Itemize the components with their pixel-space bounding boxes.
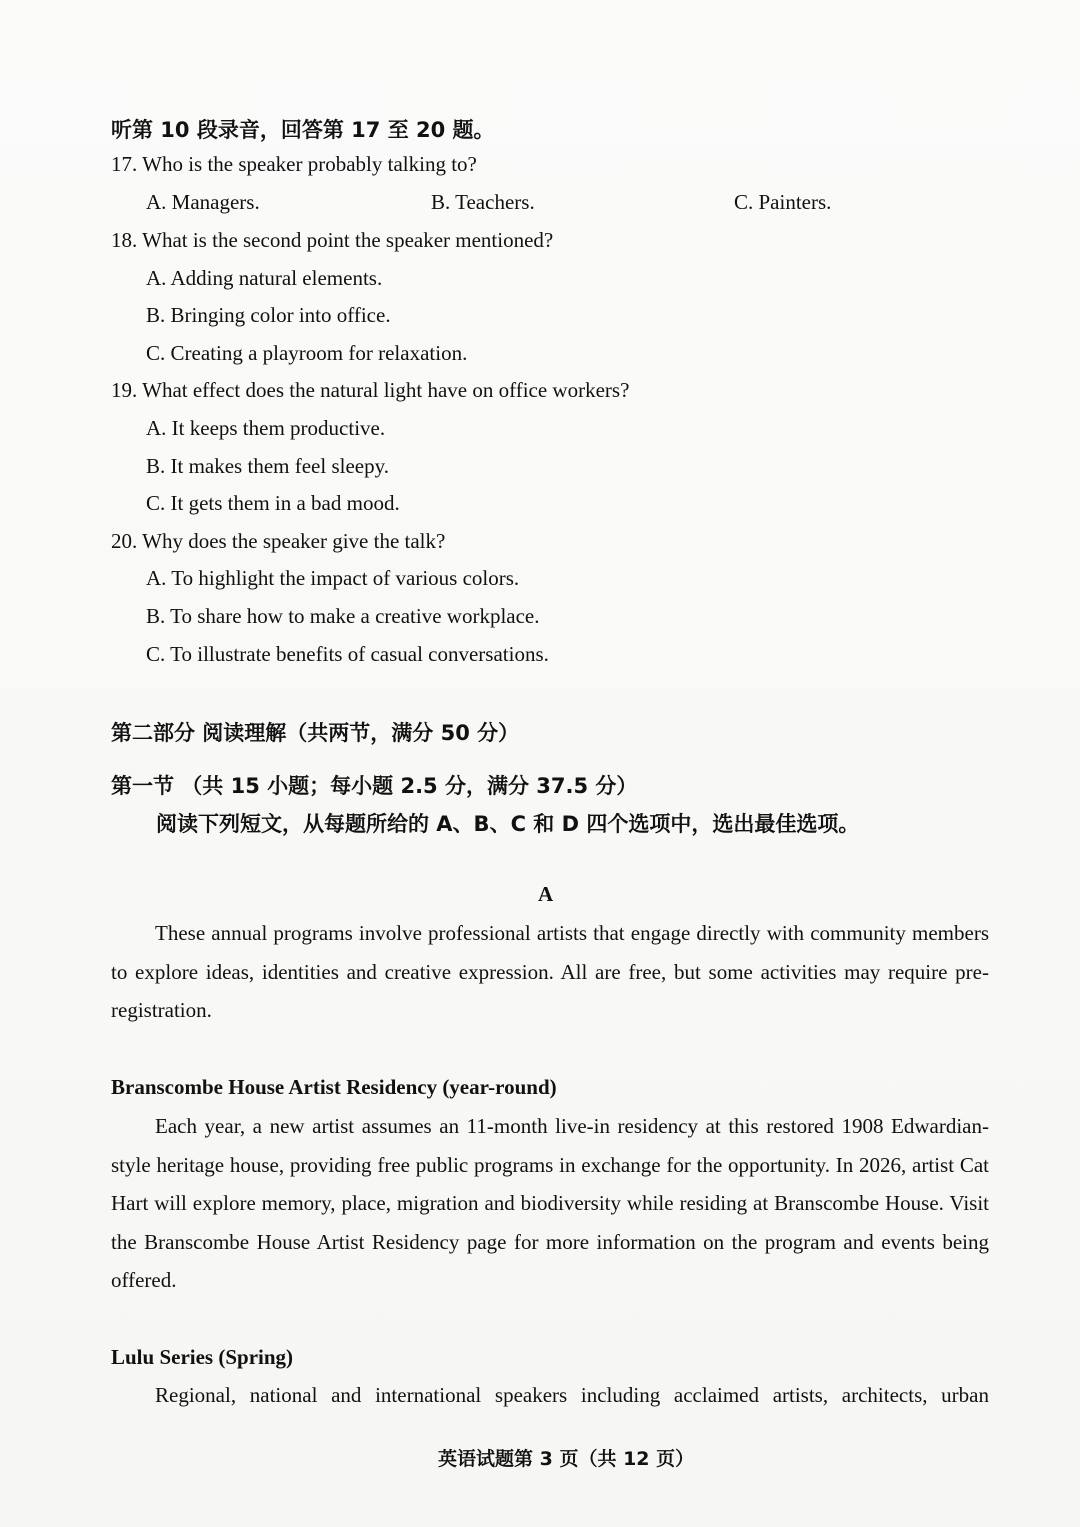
section-one-title: 第一节 （共 15 小题；每小题 2.5 分，满分 37.5 分） [111, 774, 638, 798]
question-19-option-c: C. It gets them in a bad mood. [146, 491, 400, 515]
question-20-option-b: B. To share how to make a creative workplace. [146, 604, 540, 628]
question-18-stem: 18. What is the second point the speaker mentioned? [111, 228, 554, 252]
section-text-branscombe: Each year, a new artist assumes an 11-month live-in residency at this restored 1908 Edwardian-style heritage house, providing free public programs in exchange for the opportunity. In 2026, artist Cat Hart will explore memory, place, migration and biodiversity while residing at Branscombe House. Visit the Branscombe House Artist Residency page for more information on the program and events being offered. [111, 1114, 989, 1292]
question-19-stem: 19. What effect does the natural light have on office workers? [111, 378, 630, 402]
question-20-option-a: A. To highlight the impact of various colors. [146, 566, 520, 590]
section-heading-lulu: Lulu Series (Spring) [111, 1345, 294, 1369]
passage-intro-paragraph: These annual programs involve professional artists that engage directly with community members to explore ideas, identities and creative expression. All are free, but some activities may require pre-registration. [111, 921, 989, 1022]
question-17-option-a: A. Managers. [146, 190, 260, 214]
page-footer: 英语试题第 3 页（共 12 页） [438, 1448, 695, 1470]
question-19-option-a: A. It keeps them productive. [146, 416, 386, 440]
question-19-option-b: B. It makes them feel sleepy. [146, 454, 389, 478]
passage-letter: A [538, 882, 554, 906]
question-20-stem: 20. Why does the speaker give the talk? [111, 529, 446, 553]
section-heading-branscombe: Branscombe House Artist Residency (year-round) [111, 1075, 557, 1099]
question-18-option-b: B. Bringing color into office. [146, 303, 391, 327]
part-two-title: 第二部分 阅读理解（共两节，满分 50 分） [111, 721, 520, 745]
question-18-option-c: C. Creating a playroom for relaxation. [146, 341, 468, 365]
question-17-stem: 17. Who is the speaker probably talking to? [111, 152, 477, 176]
section-text-lulu: Regional, national and international speakers including acclaimed artists, architects, urban [155, 1383, 989, 1407]
question-17-option-c: C. Painters. [734, 190, 832, 214]
listening-intro: 听第 10 段录音，回答第 17 至 20 题。 [111, 118, 495, 142]
question-20-option-c: C. To illustrate benefits of casual conversations. [146, 642, 549, 666]
question-17-option-b: B. Teachers. [431, 190, 535, 214]
reading-instruction: 阅读下列短文，从每题所给的 A、B、C 和 D 四个选项中，选出最佳选项。 [156, 812, 860, 836]
question-18-option-a: A. Adding natural elements. [146, 266, 383, 290]
